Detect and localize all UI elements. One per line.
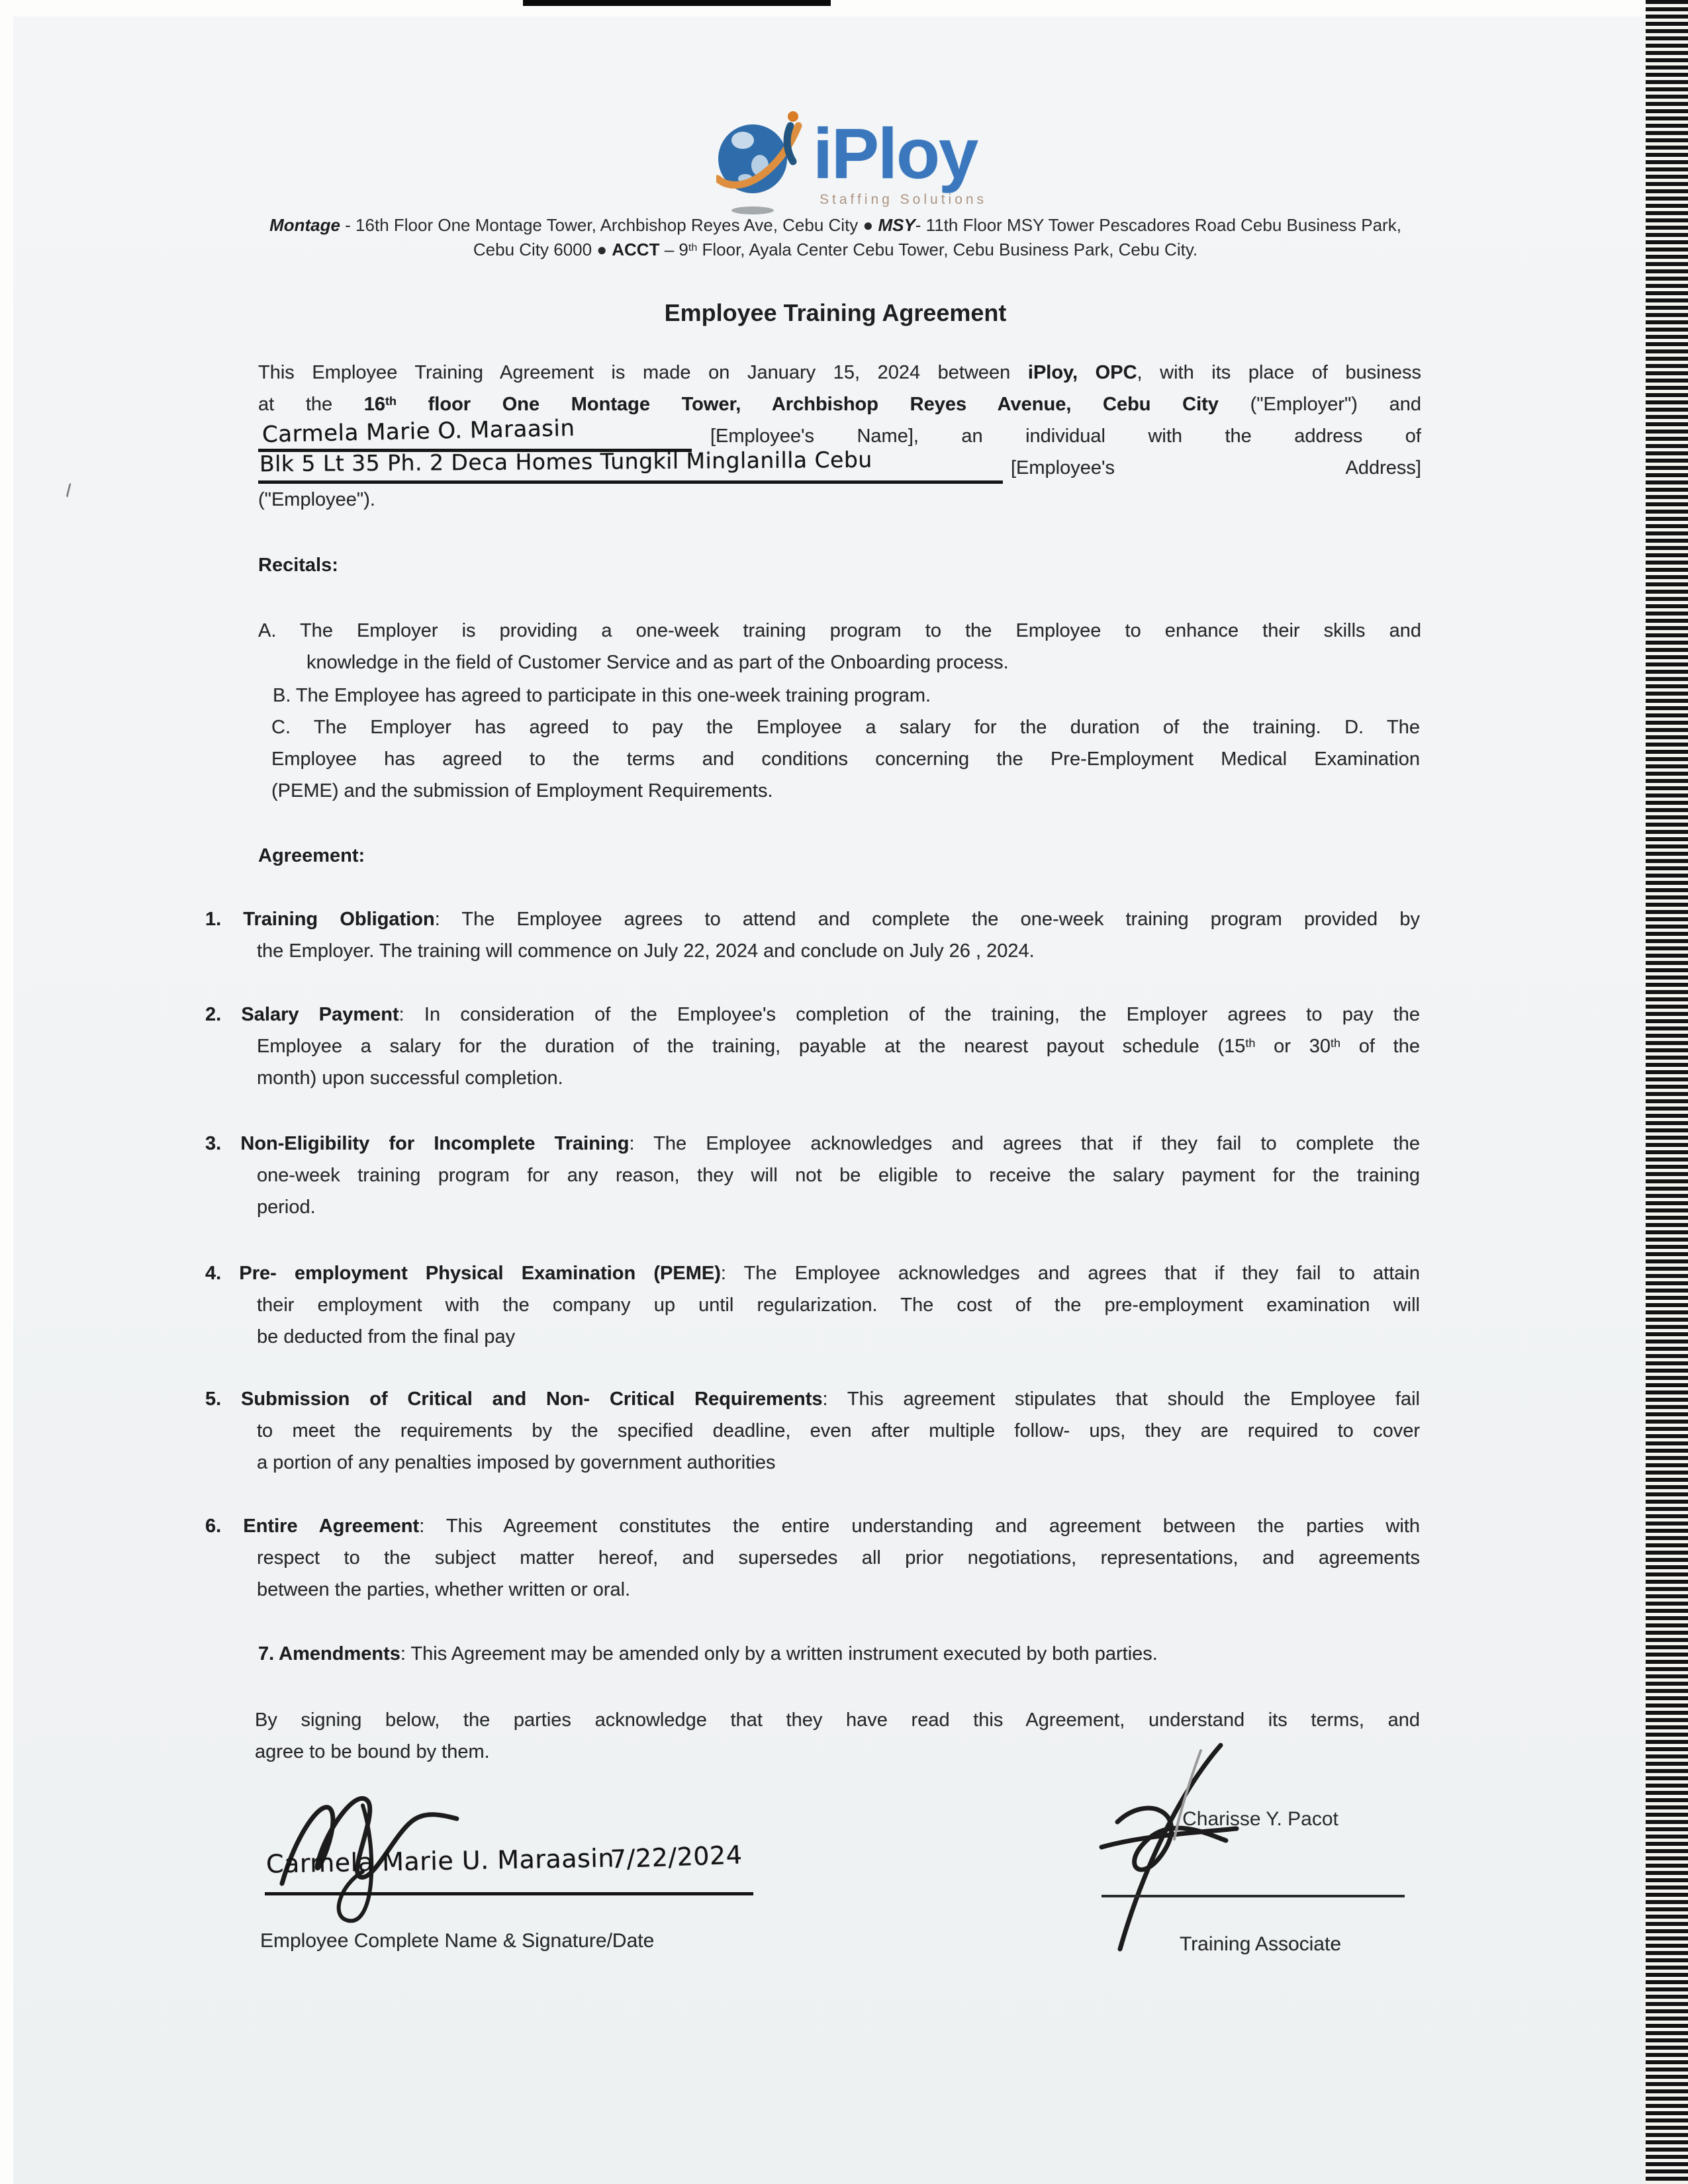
brand-name: iPloy <box>813 113 978 193</box>
handwritten-signature-name: Carmela Marie U. Maraasin <box>265 1843 615 1879</box>
company-logo <box>716 99 987 218</box>
handwritten-employee-address: Blk 5 Lt 35 Ph. 2 Deca Homes Tungkil Minglanilla Cebu <box>259 446 872 477</box>
recital-a: A. The Employer is providing a one-week training program to the Employee to enhance their skills and knowledge in the field of Customer Service and as part of the Onboarding process. <box>258 620 1421 673</box>
office-montage-label: Montage <box>269 215 340 235</box>
scan-artifact-top-bar <box>523 0 831 6</box>
trainer-printed-name: Charisse Y. Pacot <box>1182 1808 1338 1830</box>
employee-address-caption: [Employee's Address] <box>1011 457 1421 478</box>
agreement-item-1: 1. Training Obligation: The Employee agrees to attend and complete the one-week training program provided by the Employer. The training will commence on July 22, 2024 and conclude on July 26 , 2024. <box>205 909 1420 962</box>
agreement-item-2: 2. Salary Payment: In consideration of the Employee's completion of the training, the Employer agrees to pay the Employee a salary for the duration of the training, payable at the nearest payout schedule (15th or 30th of the month) upon successful completion. <box>205 1004 1421 1089</box>
header-address <box>0 213 1671 265</box>
employee-signature-label: Employee Complete Name & Signature/Date <box>260 1930 655 1952</box>
handwritten-employee-name: Carmela Marie O. Maraasin <box>261 415 575 448</box>
scan-artifact-edge-stripes <box>1646 0 1688 2184</box>
intro-paragraph <box>258 357 1421 516</box>
agreement-item-6: 6. Entire Agreement: This Agreement constitutes the entire understanding and agreement between the parties with respect to the subject matter hereof, and supersedes all prior negotiations, representations, and agreements between the parties, whether written or oral. <box>205 1516 1421 1600</box>
recital-b: B. The Employee has agreed to participate in this one-week training program. <box>273 685 931 706</box>
intro-line-5: ("Employee"). <box>258 489 375 510</box>
header-address-line-2: Cebu City 6000 ● ACCT – 9th Floor, Ayala Center Cebu Tower, Cebu Business Park, Cebu City. <box>473 240 1198 259</box>
trainer-signature-label: Training Associate <box>1179 1933 1341 1955</box>
employee-name-caption: [Employee's Name], an individual with the address of <box>710 426 1421 447</box>
employee-address-field <box>258 446 1003 484</box>
intro-line-2: at the 16th floor One Montage Tower, Archbishop Reyes Avenue, Cebu City ("Employer") and <box>258 394 1421 415</box>
paper-background <box>13 17 1650 2184</box>
office-acct-label: ACCT <box>612 240 660 259</box>
agreement-item-3: 3. Non-Eligibility for Incomplete Training: The Employee acknowledges and agrees that if they fail to complete the one-week training program for any reason, they will not be eligible to receive the salary payment for the training period. <box>205 1133 1421 1218</box>
header-address-line-1: Montage - 16th Floor One Montage Tower, Archbishop Reyes Ave, Cebu City ● MSY- 11th Floor MSY Tower Pescadores Road Cebu Business Park, <box>269 215 1401 235</box>
agreement-heading: Agreement: <box>258 845 365 866</box>
intro-line-4 <box>258 446 1421 484</box>
employee-signature-line <box>265 1892 753 1895</box>
agreement-item-4: 4. Pre- employment Physical Examination (PEME): The Employee acknowledges and agrees that if they fail to attain their employment with the company up until regularization. The cost of the pre-employment examination will be deducted from the final pay <box>205 1263 1420 1347</box>
agreement-item-5: 5. Submission of Critical and Non- Critical Requirements: This agreement stipulates that should the Employee fail to meet the requirements by the specified deadline, even after multiple follow- ups, they are required to cover a portion of any penalties imposed by government authorities <box>205 1388 1421 1473</box>
logo-tagline: Staffing Solutions <box>820 192 988 207</box>
brand-text-block <box>813 113 988 208</box>
agreement-item-7: 7. Amendments: This Agreement may be amended only by a written instrument executed by both parties. <box>258 1643 1158 1664</box>
globe-icon <box>716 99 802 218</box>
trainer-signature-icon <box>1078 1736 1263 1954</box>
handwritten-signature-date: 7/22/2024 <box>610 1840 743 1874</box>
closing-paragraph: By signing below, the parties acknowledge that they have read this Agreement, understand its terms, and agree to be bound by them. <box>255 1709 1420 1762</box>
trainer-signature-line <box>1102 1895 1405 1897</box>
recital-c-d: C. The Employer has agreed to pay the Employee a salary for the duration of the training. D. The Employee has agreed to the terms and conditions concerning the Pre-Employment Medical Examination (PEME) and the submission of Employment Requirements. <box>271 717 1420 801</box>
recitals-heading: Recitals: <box>258 555 338 576</box>
intro-line-1: This Employee Training Agreement is made on January 15, 2024 between iPloy, OPC, with its place of business <box>258 362 1421 383</box>
office-msy-label: MSY <box>878 215 915 235</box>
document-title: Employee Training Agreement <box>664 299 1007 326</box>
